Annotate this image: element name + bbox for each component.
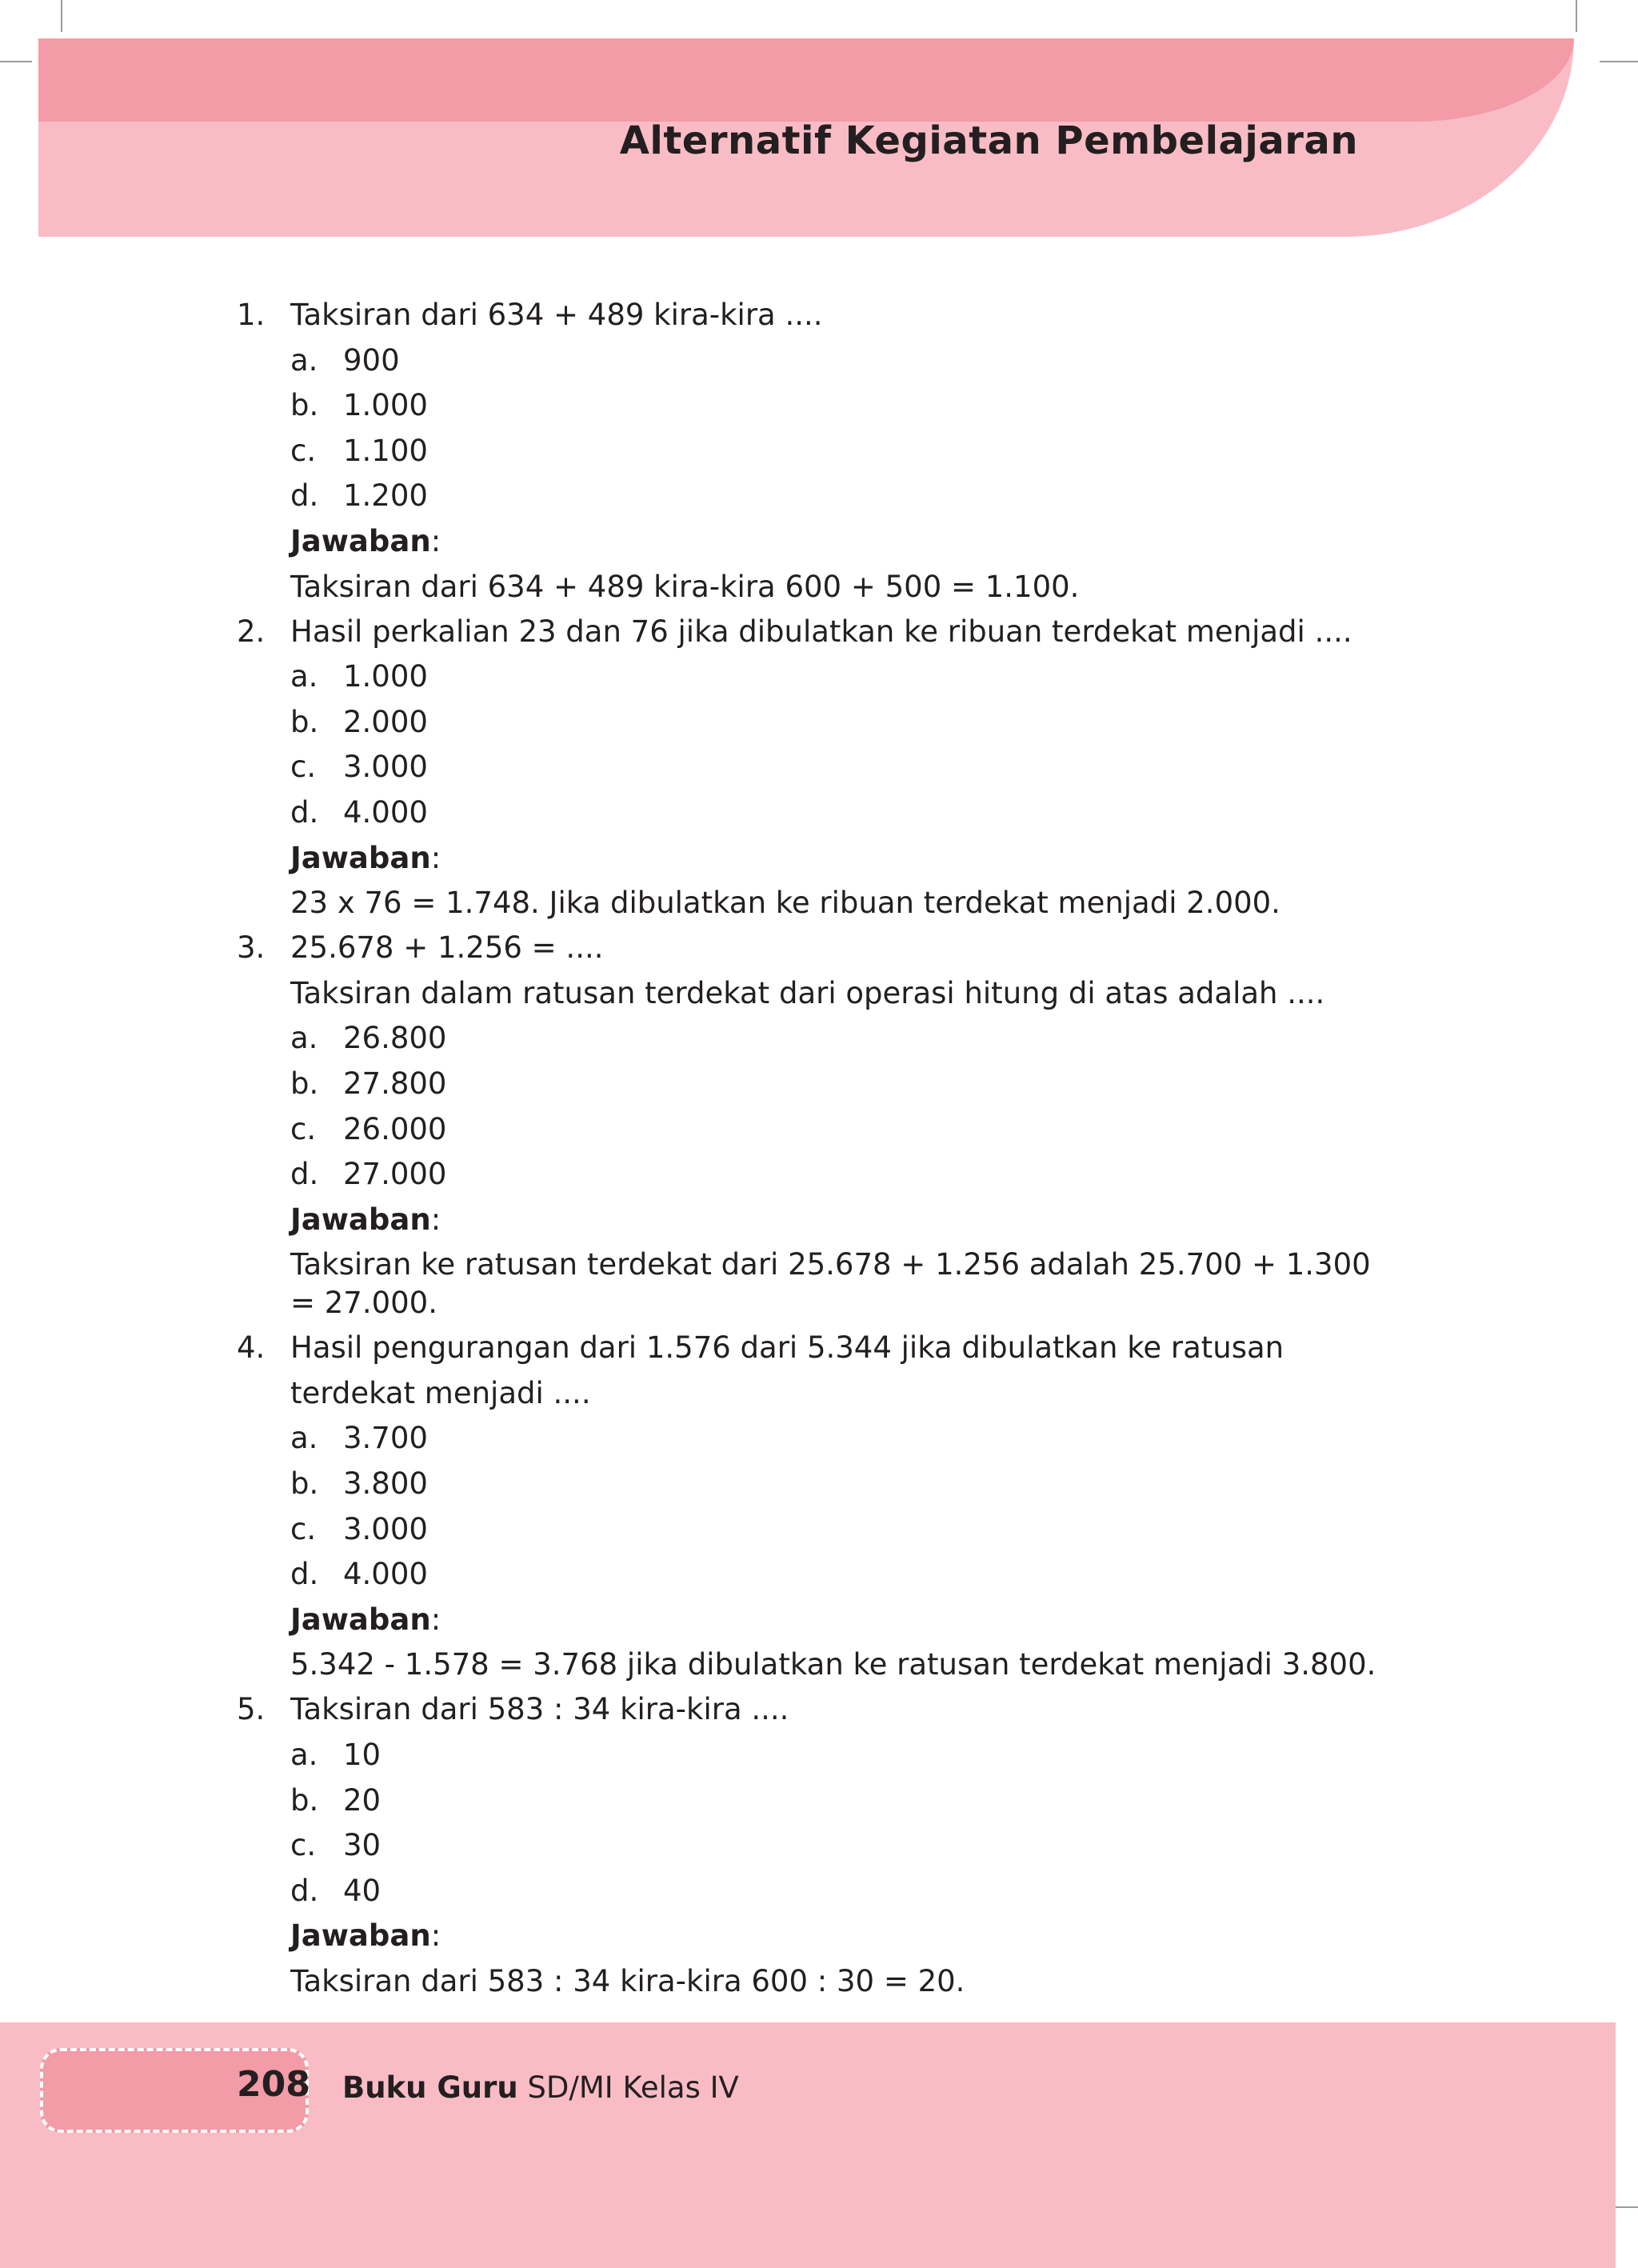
- answer-option: [237, 1869, 1396, 1914]
- answer-label-text: Jawaban: [290, 840, 431, 875]
- question-number: 3.: [237, 930, 266, 966]
- option-letter: a.: [290, 1021, 318, 1056]
- answer-label-text: Jawaban: [290, 1918, 431, 1954]
- answer-label: [237, 1598, 1396, 1643]
- question-item: [237, 1687, 1396, 2004]
- option-letter: b.: [290, 388, 319, 423]
- option-letter: c.: [290, 433, 317, 468]
- question-number: 1.: [237, 298, 266, 332]
- crop-mark: [1600, 61, 1638, 62]
- answer-label-colon: :: [430, 1202, 441, 1237]
- option-value: 40: [343, 1873, 382, 1908]
- option-letter: c.: [290, 1111, 317, 1146]
- answer-explanation: 5.342 - 1.578 = 3.768 jika dibulatkan ke ratusan terdekat menjadi 3.800.: [290, 1647, 1376, 1682]
- option-value: 1.200: [343, 478, 428, 514]
- option-value: 26.800: [343, 1021, 447, 1056]
- question-item: [237, 610, 1396, 926]
- question-item: [237, 1326, 1396, 1687]
- answer-option: [237, 654, 1396, 700]
- answer-option: [237, 790, 1396, 836]
- answer-option: [237, 745, 1396, 790]
- answer-label-text: Jawaban: [290, 523, 431, 558]
- answer-option: [237, 1152, 1396, 1198]
- answer-option: [237, 1462, 1396, 1507]
- answer-option: [237, 1733, 1396, 1778]
- option-letter: b.: [290, 1782, 319, 1818]
- answer-label-colon: :: [430, 1918, 441, 1954]
- option-value: 26.000: [343, 1111, 447, 1146]
- crop-mark: [0, 61, 32, 62]
- header-stripe: [38, 38, 1574, 122]
- question-number: 2.: [237, 614, 266, 649]
- option-value: 3.800: [343, 1466, 428, 1502]
- option-letter: d.: [290, 478, 319, 514]
- answer-option: [237, 1552, 1396, 1598]
- answer-option: [237, 1062, 1396, 1107]
- answer-option: [237, 1107, 1396, 1153]
- answer-option: [237, 1416, 1396, 1462]
- question-row: [237, 1687, 1396, 1733]
- book-title-bold: Buku Guru: [342, 2070, 518, 2105]
- option-letter: a.: [290, 1421, 318, 1456]
- option-value: 20: [343, 1782, 382, 1818]
- answer-option: [237, 474, 1396, 519]
- option-letter: c.: [290, 1511, 317, 1546]
- option-value: 3.000: [343, 750, 428, 785]
- option-letter: d.: [290, 1557, 319, 1592]
- option-value: 3.000: [343, 1511, 428, 1546]
- question-subtext: Taksiran dalam ratusan terdekat dari operasi hitung di atas adalah ....: [290, 975, 1325, 1010]
- answer-label-colon: :: [430, 1602, 441, 1637]
- option-value: 30: [343, 1828, 382, 1863]
- answer-option: [237, 1507, 1396, 1553]
- question-number: 5.: [237, 1692, 266, 1727]
- question-text: Hasil perkalian 23 dan 76 jika dibulatkan ke ribuan terdekat menjadi ....: [290, 614, 1352, 649]
- option-letter: d.: [290, 794, 319, 830]
- option-value: 27.800: [343, 1066, 447, 1101]
- option-letter: a.: [290, 659, 318, 694]
- answer-label: [237, 1914, 1396, 1959]
- question-text: Taksiran dari 634 + 489 kira-kira ....: [290, 298, 823, 332]
- option-letter: c.: [290, 750, 317, 785]
- answer-explanation: Taksiran ke ratusan terdekat dari 25.678 + 1.256 adalah 25.700 + 1.300 = 27.000.: [290, 1247, 1371, 1321]
- answer-option: [237, 700, 1396, 746]
- option-value: 2.000: [343, 704, 428, 739]
- answer-label-text: Jawaban: [290, 1602, 431, 1637]
- option-letter: b.: [290, 704, 319, 739]
- option-letter: a.: [290, 342, 318, 378]
- question-text: Taksiran dari 583 : 34 kira-kira ....: [290, 1692, 789, 1727]
- option-letter: c.: [290, 1828, 317, 1863]
- option-letter: a.: [290, 1738, 318, 1773]
- answer-option: [237, 429, 1396, 474]
- answer-option: [237, 338, 1396, 384]
- question-item: [237, 926, 1396, 1326]
- option-value: 1.000: [343, 659, 428, 694]
- crop-mark: [1576, 0, 1577, 32]
- question-text: 25.678 + 1.256 = ....: [290, 930, 604, 966]
- answer-label-colon: :: [430, 523, 441, 558]
- option-value: 4.000: [343, 794, 428, 830]
- option-letter: d.: [290, 1873, 319, 1908]
- question-row: [237, 610, 1396, 655]
- option-letter: d.: [290, 1157, 319, 1192]
- option-value: 1.000: [343, 388, 428, 423]
- question-text: Hasil pengurangan dari 1.576 dari 5.344 jika dibulatkan ke ratusan terdekat menjadi ....: [290, 1330, 1284, 1410]
- question-list: [237, 293, 1396, 2004]
- question-row: [237, 293, 1396, 338]
- option-value: 10: [343, 1738, 382, 1773]
- answer-option: [237, 1016, 1396, 1062]
- book-title: [342, 2070, 739, 2105]
- question-number: 4.: [237, 1330, 266, 1366]
- page-title: Alternatif Kegiatan Pembelajaran: [619, 118, 1358, 163]
- answer-option: [237, 383, 1396, 429]
- page-number: 208: [237, 2064, 310, 2105]
- option-value: 1.100: [343, 433, 428, 468]
- answer-label: [237, 1198, 1396, 1243]
- option-value: 3.700: [343, 1421, 428, 1456]
- option-value: 4.000: [343, 1557, 428, 1592]
- question-row: [237, 1326, 1396, 1416]
- question-item: [237, 293, 1396, 610]
- answer-option: [237, 1778, 1396, 1824]
- question-row: [237, 926, 1396, 971]
- answer-explanation: Taksiran dari 634 + 489 kira-kira 600 + 500 = 1.100.: [290, 569, 1080, 604]
- answer-label-text: Jawaban: [290, 1202, 431, 1237]
- answer-label: [237, 836, 1396, 882]
- option-value: 900: [343, 342, 400, 378]
- book-title-rest: SD/MI Kelas IV: [517, 2070, 739, 2105]
- answer-label: [237, 519, 1396, 565]
- answer-option: [237, 1823, 1396, 1869]
- option-letter: b.: [290, 1466, 319, 1502]
- answer-explanation: 23 x 76 = 1.748. Jika dibulatkan ke ribuan terdekat menjadi 2.000.: [290, 886, 1280, 921]
- option-letter: b.: [290, 1066, 319, 1101]
- answer-label-colon: :: [430, 840, 441, 875]
- answer-explanation: Taksiran dari 583 : 34 kira-kira 600 : 30 = 20.: [290, 1964, 965, 1998]
- crop-mark: [61, 0, 62, 32]
- option-value: 27.000: [343, 1157, 447, 1192]
